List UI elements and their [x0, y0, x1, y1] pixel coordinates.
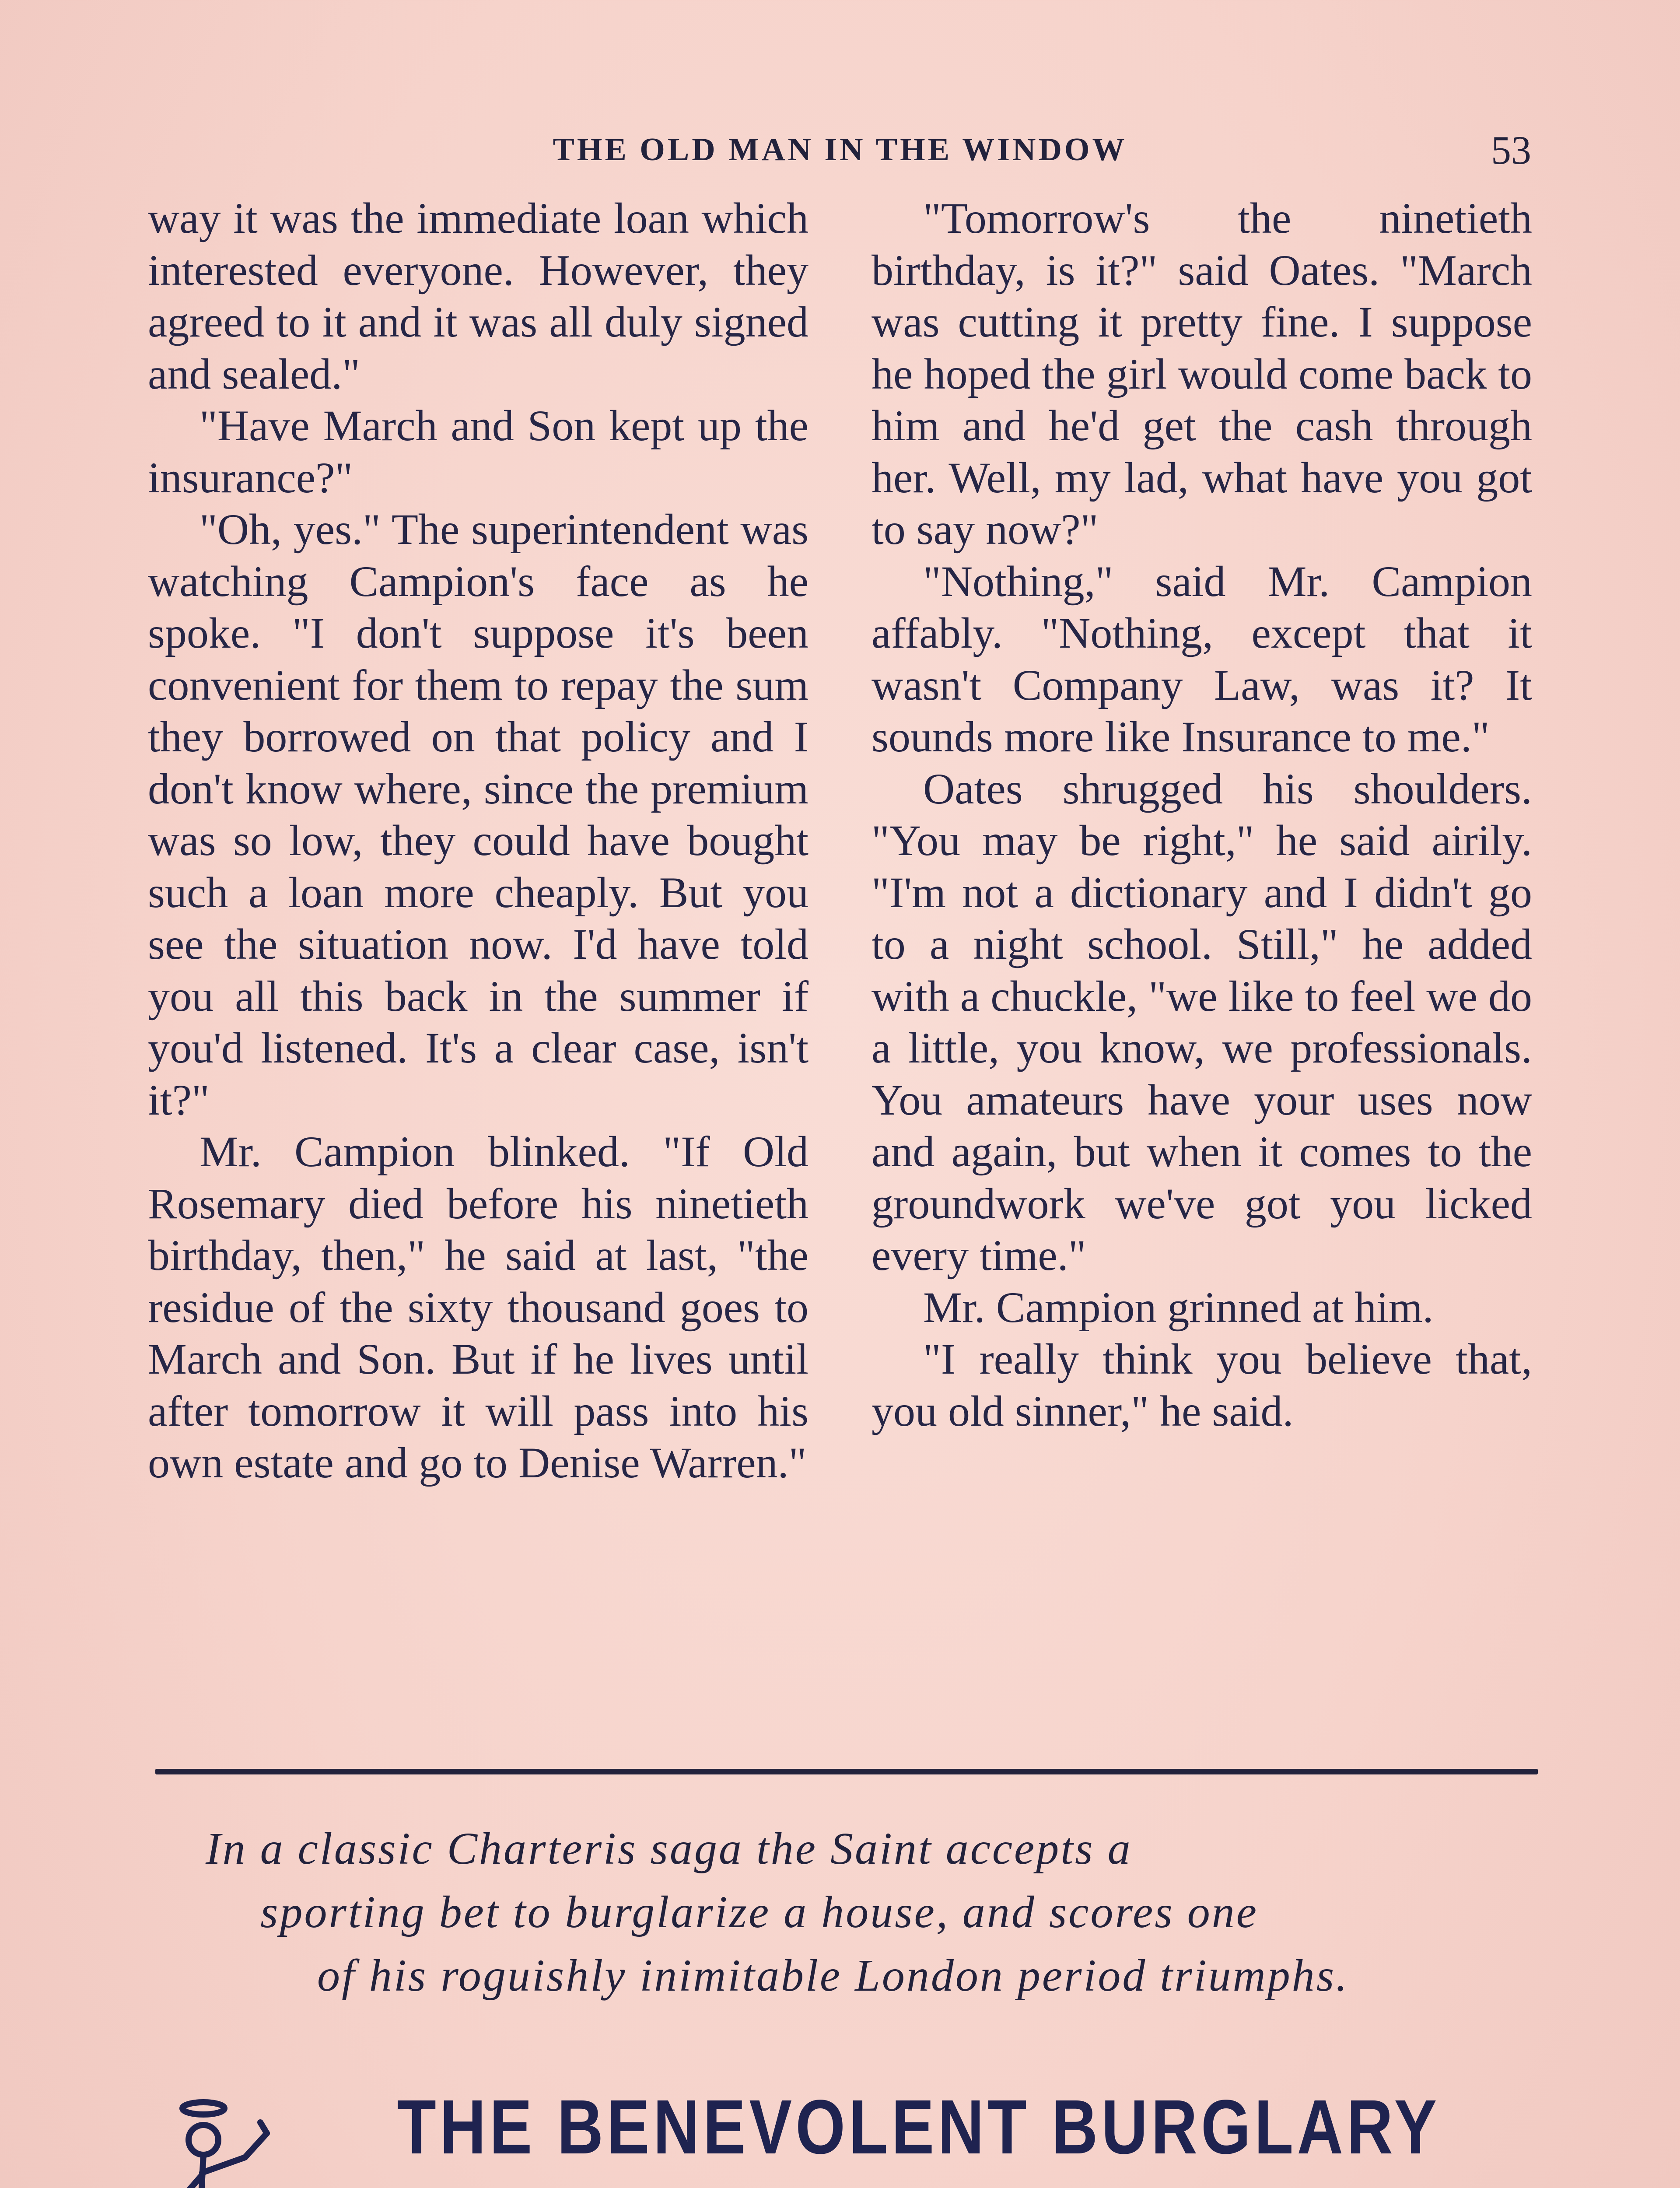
running-title: THE OLD MAN IN THE WINDOW	[553, 132, 1127, 168]
paragraph: way it was the immediate loan which interested everyone. However, they agreed to it and it was all duly signed and sealed."	[148, 194, 808, 398]
paragraph: "I really think you believe that, you old sinner," he said.	[872, 1335, 1532, 1435]
right-column	[872, 193, 1532, 1437]
paragraph: "Nothing," said Mr. Campion affably. "Nothing, except that it wasn't Company Law, was it? It sounds more like Insurance to me."	[872, 557, 1532, 761]
paragraph: Mr. Campion grinned at him.	[923, 1283, 1434, 1332]
story-title: THE BENEVOLENT BURGLARY	[397, 2084, 1441, 2170]
paragraph: Oates shrugged his shoulders. "You may be right," he said airily. "I'm not a dictionary and I didn't go to a night school. Still," he added with a chuckle, "we like to feel we do a little, you know, we professionals. You amateurs have your uses now and again, but when it comes to the groundwork we've got you licked every time."	[872, 764, 1532, 1280]
paragraph: Mr. Campion blinked. "If Old Rosemary died before his ninetieth birthday, then," he said at last, "the residue of the sixty thousand goes to March and Son. But if he lives until after tomorrow it will pass into his own estate and go to Denise Warren."	[148, 1127, 808, 1487]
ad-blurb-line: sporting bet to burglarize a house, and scores one	[260, 1887, 1258, 1937]
ad-blurb-line: of his roguishly inimitable London period triumphs.	[317, 1950, 1349, 2001]
paragraph: "Tomorrow's the ninetieth birthday, is it?" said Oates. "March was cutting it pretty fine. I suppose he hoped the girl would come back to him and he'd get the cash through her. Well, my lad, what have you got to say now?"	[872, 194, 1532, 554]
section-divider	[155, 1769, 1538, 1774]
page-number: 53	[1491, 128, 1531, 172]
left-column	[148, 193, 808, 1489]
ad-blurb-line: In a classic Charteris saga the Saint accepts a	[206, 1823, 1132, 1874]
paragraph: "Oh, yes." The superintendent was watching Campion's face as he spoke. "I don't suppose it's been convenient for them to repay the sum they borrowed on that policy and I don't know where, since the premium was so low, they could have bought such a loan more cheaply. But you see the situation now. I'd have told you all this back in the summer if you'd listened. It's a clear case, isn't it?"	[148, 505, 808, 1124]
paragraph: "Have March and Son kept up the insurance?"	[148, 401, 808, 502]
